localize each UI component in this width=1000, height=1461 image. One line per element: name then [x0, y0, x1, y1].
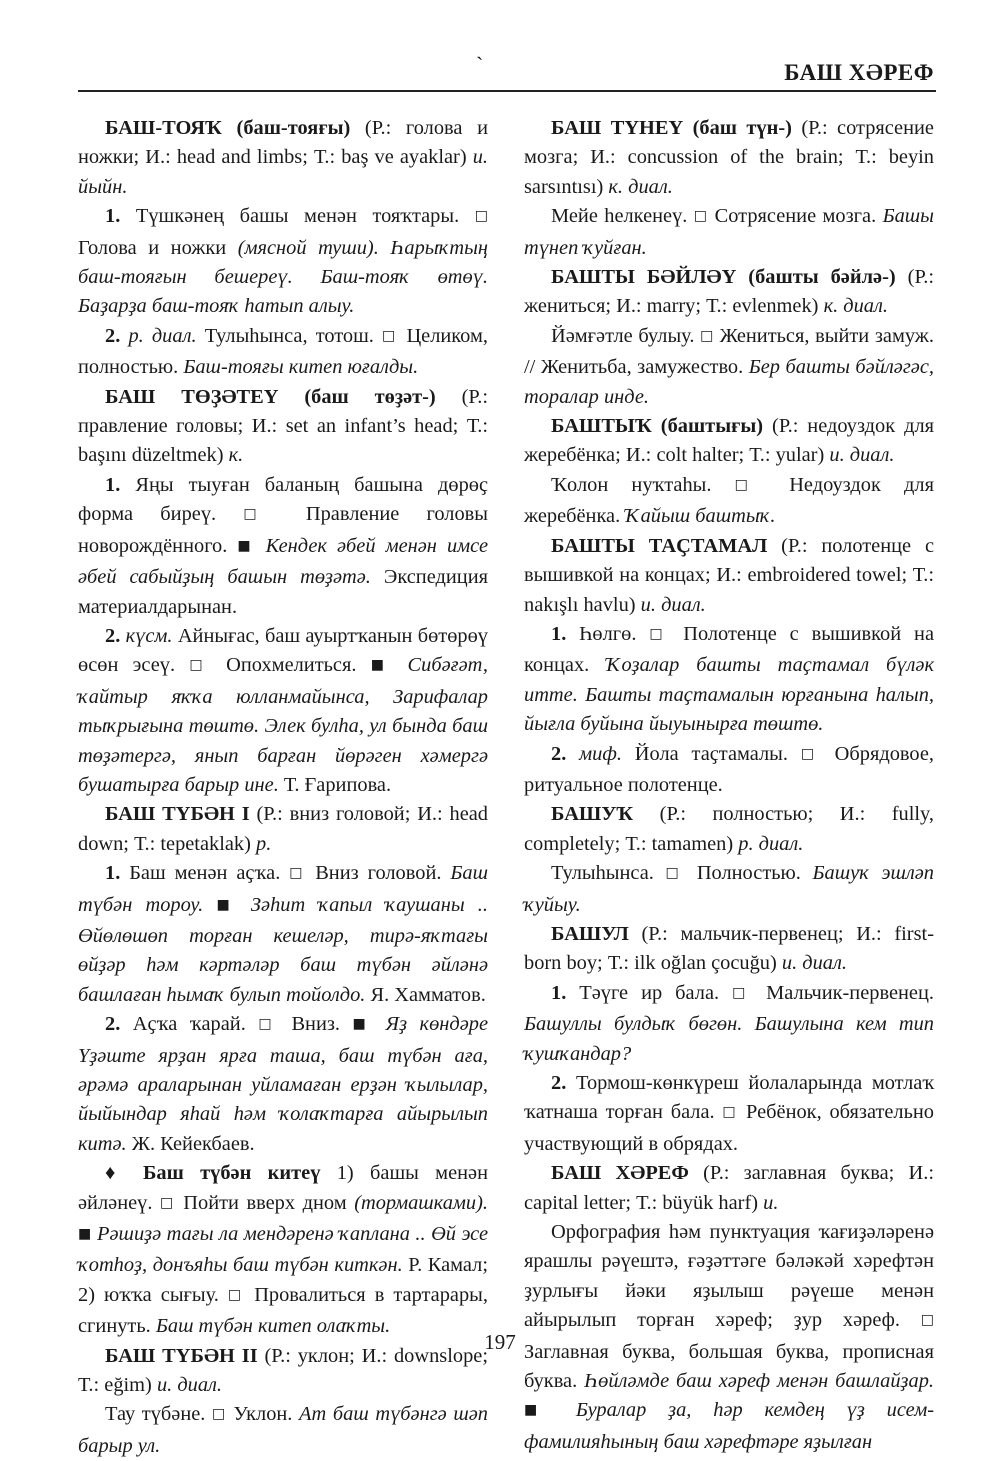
black-square-icon: ■ — [524, 1402, 554, 1419]
dictionary-paragraph — [524, 412, 934, 471]
black-square-icon: ■ — [216, 896, 238, 913]
headword: БАШ ТҮБӘН I — [105, 803, 250, 826]
entry-text: Яңы тыуған баланың башына дөрөҫ форма биреү. — [78, 473, 489, 526]
entry-text: Опохмелиться. — [211, 654, 371, 677]
entry-text: Орфография һәм пунктуация ҡағиҙәләренә ярашлы рәүештә, ғәҙәттәге бәләкәй хәрефтән ҙурлығы йәки яҙылыш рәүеше менән айырылып торған хәреф; ҙур хәреф. — [524, 1221, 934, 1332]
dictionary-paragraph — [78, 800, 488, 859]
entry-text: (Р.: мальчик-первенец; И.: first-born boy; Т.: ilk oğlan çocuğu) — [524, 922, 934, 975]
entry-text: Недоуздок для жеребёнка. — [524, 473, 934, 528]
entry-text: Обрядовое, ритуальное полотенце. — [524, 742, 934, 796]
entry-text: 1) башы менән әйләнеү. — [78, 1162, 488, 1214]
italic-text: Ҡоҙалар башты таҫтамал бүләк итте. Башты таҫтамалын юрғанына һалып, йығла буйына йыуынырға төштө. — [524, 654, 934, 736]
italic-text: и. — [763, 1191, 779, 1214]
white-square-icon: □ — [289, 865, 307, 882]
entry-text: Мейе һелкенеү. — [551, 205, 694, 228]
headword: БАШ ТҮБӘН II — [105, 1344, 258, 1367]
header-rule — [78, 90, 936, 92]
dictionary-paragraph — [524, 740, 934, 801]
italic-text: р. — [256, 832, 272, 855]
white-square-icon: □ — [258, 1016, 279, 1033]
headword: БАШТЫ ТАҪТАМАЛ — [551, 534, 768, 557]
entry-text: Аҫҡа ҡарай. — [132, 1013, 259, 1036]
italic-text: Буралар ҙа, һәр кемдең үҙ исем-фамилияһының баш хәрефтәре яҙылған — [524, 1399, 935, 1453]
headword: 1. — [105, 862, 130, 885]
italic-text: и. йыйн. — [78, 146, 488, 198]
entry-text: Тәүге ир бала. — [579, 981, 733, 1004]
dictionary-paragraph — [524, 471, 934, 532]
italic-text: Сибәғәт, ҡайтыр яҡҡа юлланмайынса, Зарифалар тыҡрығына төштө. Элек булһа, ул бында баш төҙәтергә, янып барған йөрәген хәмергә бушатырға барыр ине. — [78, 654, 488, 796]
white-square-icon: □ — [722, 1104, 739, 1121]
headword: БАШ ХӘРЕФ — [551, 1162, 689, 1185]
white-square-icon: □ — [243, 506, 279, 523]
dictionary-paragraph — [78, 471, 488, 622]
white-square-icon: □ — [800, 745, 822, 762]
italic-text: Баш түбән китеп олаҡты. — [155, 1315, 391, 1338]
italic-text: Бер башты бәйләгәс, торалар инде. — [524, 356, 934, 408]
entry-text: Мальчик-первенец. — [753, 981, 934, 1004]
white-square-icon: □ — [160, 1194, 176, 1211]
italic-text: Башы түнеп ҡуйған. — [524, 205, 934, 259]
white-square-icon: □ — [732, 984, 754, 1001]
entry-text: (Р.: уклон; И.: downslope; Т.: eğim) — [78, 1344, 488, 1397]
entry-text: (Р.: недоуздок для жеребёнка; И.: colt halter; Т.: yular) — [524, 415, 934, 467]
white-square-icon: □ — [382, 327, 399, 344]
entry-text: Йола таҫтамалы. — [621, 742, 801, 765]
italic-text: Зәһит ҡапыл ҡаушаны .. Өйөлөшөп торған кешеләр, тирә-яҡтағы өйҙәр һәм кәртәләр баш түбән әйләнә башлаған һымаҡ булып тойолдо. — [78, 893, 488, 1006]
dictionary-paragraph — [524, 322, 934, 412]
headword: 2. — [105, 1013, 133, 1036]
right-column — [524, 114, 934, 1457]
entry-text: Полностью. — [685, 862, 813, 885]
entry-text: Пойти вверх дном — [175, 1191, 355, 1214]
entry-text: Түшкәнең башы менән тояҡтары. — [135, 205, 475, 228]
italic-text: Һөйләмде баш хәреф менән башлайҙар. — [584, 1370, 935, 1393]
headword: 1. — [105, 473, 136, 496]
entry-text: Жениться, выйти замуж. // Женитьба, замужество. — [524, 324, 934, 379]
dictionary-paragraph — [524, 263, 934, 322]
entry-text: Айнығас, баш ауыртҡанын бөтөрөү өсөн эсеү. — [78, 624, 488, 677]
italic-text: и. диал. — [156, 1374, 223, 1397]
entry-text: (Р.: полотенце с вышивкой на концах; И.: embroidered towel; Т.: nakışlı havlu) — [524, 534, 935, 616]
white-square-icon: □ — [734, 476, 766, 493]
entry-text: Вниз. — [278, 1013, 353, 1036]
dictionary-paragraph — [524, 979, 934, 1069]
dictionary-paragraph — [524, 620, 934, 740]
headword: БАШТЫҠ (баштығы) — [551, 415, 764, 438]
entry-text: Ҡолон нуҡтаһы. — [551, 473, 735, 496]
entry-text: Уклон. — [226, 1403, 300, 1426]
dictionary-paragraph — [524, 114, 934, 202]
dictionary-paragraph — [524, 859, 934, 920]
entry-text: Һөлгө. — [579, 622, 650, 645]
black-square-icon: ■ — [370, 657, 394, 674]
white-square-icon: □ — [665, 865, 686, 882]
diamond-icon: ♦ — [105, 1162, 143, 1185]
entry-text: Я. Хамматов. — [365, 983, 486, 1006]
italic-text: Ҡайыш баштыҡ. — [625, 505, 776, 528]
italic-text: күсм. — [125, 624, 173, 647]
entry-text: Полотенце с вышивкой на концах. — [524, 622, 934, 677]
entry-text: (Р.: правление головы; И.: set an infant’s head; Т.: başını düzeltmek) — [78, 385, 488, 467]
entry-text: Экспедиция материалдарынан. — [78, 566, 488, 618]
dictionary-paragraph — [524, 1069, 934, 1159]
entry-text: Ребёнок, обязательно участвующий в обрядах. — [524, 1101, 935, 1155]
dictionary-paragraph — [78, 383, 488, 471]
italic-text: Рәшиҙә тағы ла мендәренә ҡаплана .. Өй эсе ҡотһоҙ, донъяһы баш түбән киткән. — [78, 1223, 488, 1277]
dictionary-paragraph — [78, 202, 488, 322]
dictionary-paragraph — [78, 1159, 488, 1341]
entry-text: Целиком, полностью. — [78, 324, 488, 379]
white-square-icon: □ — [474, 208, 488, 225]
headword: БАШТЫ БӘЙЛӘҮ (башты бәйлә-) — [551, 266, 896, 289]
dictionary-paragraph — [78, 114, 488, 202]
headword: 2. — [551, 742, 580, 765]
italic-text: к. диал. — [823, 295, 888, 318]
headword: 2. — [105, 624, 126, 647]
entry-text: Голова и ножки — [78, 236, 238, 259]
italic-text: к. диал. — [608, 175, 673, 198]
dictionary-paragraph — [78, 1010, 488, 1159]
entry-text: Заглавная буква, большая буква, прописная буква. — [524, 1340, 934, 1393]
black-square-icon: ■ — [78, 1226, 92, 1243]
dictionary-paragraph — [524, 920, 934, 979]
italic-text: миф. — [579, 742, 622, 765]
entry-text: Т. Ғарипова. — [278, 773, 392, 796]
entry-text: Тулыһынса, тотош. — [196, 324, 383, 347]
entry-text: (Р.: полностью; И.: fully, completely; Т.: tamamen) — [524, 803, 934, 855]
dictionary-paragraph — [524, 1159, 934, 1218]
italic-text: Башуҡ эшләп ҡуйыу. — [524, 862, 935, 916]
white-square-icon: □ — [649, 625, 671, 642]
entry-text: Правление головы новорождённого. — [78, 503, 488, 557]
italic-text: (тормашками). — [354, 1191, 489, 1214]
running-head: БАШ ХӘРЕФ — [784, 60, 934, 85]
headword: 2. — [551, 1072, 577, 1094]
headword: БАШ-ТОЯҠ (баш-тояғы) — [105, 117, 351, 139]
italic-text: Кендек әбей менән имсе әбей сабыйҙың башын төҙәтә. — [78, 534, 488, 589]
italic-text: Башуллы булдыҡ бөгөн. Башулына кем тип ҡушҡандар? — [524, 1013, 934, 1065]
entry-text: Тау түбәне. — [105, 1403, 213, 1426]
white-square-icon: □ — [920, 1312, 934, 1329]
headword: 1. — [105, 205, 136, 228]
italic-text: Баш түбән тороу. — [78, 862, 488, 916]
italic-text: Яҙ көндәре Үҙәште ярҙан ярға таша, баш түбән аға, әрәмә араларынан уйламаған ерҙән ҡылылар, йыйындар яһай һәм ҡолаҡтарға айырылып китә. — [78, 1013, 488, 1155]
headword: БАШ ТӨҘӘТЕҮ (баш төҙәт-) — [105, 385, 436, 408]
italic-text: (мясной туши). Һарыҡтың баш-тояғын бешереү. Баш-тояҡ өтөү. Баҙарҙа баш-тояҡ һатып алыу. — [78, 236, 488, 318]
dictionary-paragraph — [78, 622, 488, 800]
italic-text: р. диал. — [128, 324, 197, 347]
entry-text: Тулыһынса. — [551, 862, 666, 885]
dictionary-paragraph — [78, 1400, 488, 1461]
headword: 1. — [551, 622, 580, 645]
entry-text: Ж. Кейекбаев. — [126, 1132, 255, 1155]
page-number: 197 — [484, 1330, 516, 1354]
left-column — [78, 114, 488, 1461]
white-square-icon: □ — [693, 208, 709, 225]
headword: 2. — [105, 324, 129, 347]
headword: БАШ ТҮНЕҮ (баш түн-) — [551, 117, 792, 139]
dictionary-paragraph — [78, 859, 488, 1010]
headword: 1. — [551, 981, 580, 1004]
dictionary-paragraph — [524, 202, 934, 263]
white-square-icon: □ — [212, 1406, 227, 1423]
entry-text: (Р.: вниз головой; И.: head down; Т.: tepetaklak) — [78, 803, 488, 855]
entry-text: Р. Камал; 2) юҡҡа сығыу. — [78, 1254, 488, 1306]
black-square-icon: ■ — [352, 1016, 374, 1033]
dictionary-paragraph — [524, 800, 934, 859]
headword: Баш түбән китеү — [142, 1162, 321, 1185]
entry-text: Тормош-көнкүреш йолаларында мотлаҡ ҡатнаша торған бала. — [524, 1072, 935, 1124]
white-square-icon: □ — [700, 327, 714, 344]
entry-text: Йәмғәтле булыу. — [551, 324, 701, 347]
italic-text: Ат баш түбәнгә шәп барыр ул. — [78, 1403, 488, 1457]
dictionary-paragraph — [78, 322, 488, 383]
headword: БАШУҠ — [551, 803, 634, 826]
entry-text: Вниз головой. — [306, 862, 451, 885]
white-square-icon: □ — [189, 657, 212, 674]
italic-text: и. диал. — [829, 444, 895, 467]
entry-text: (Р.: жениться; И.: marry; Т.: evlenmek) — [524, 266, 934, 318]
entry-text: (Р.: заглавная буква; И.: capital letter; Т.: büyük harf) — [524, 1162, 934, 1214]
italic-text: Баш-тояғы китеп юғалды. — [183, 356, 419, 379]
header-mark: ` — [476, 52, 484, 77]
dictionary-paragraph — [524, 532, 934, 620]
white-square-icon: □ — [227, 1286, 246, 1303]
entry-text: Баш менән аҫҡа. — [129, 862, 290, 885]
entry-text: Сотрясение мозга. — [708, 205, 883, 228]
italic-text: и. диал. — [640, 593, 706, 616]
italic-text: р. диал. — [738, 832, 804, 855]
entry-text: (Р.: голова и ножки; И.: head and limbs; Т.: baş ve ayaklar) — [78, 117, 488, 169]
italic-text: к. — [228, 444, 244, 467]
black-square-icon: ■ — [237, 537, 256, 554]
headword: БАШУЛ — [551, 922, 629, 945]
entry-text: (Р.: сотрясение мозга; И.: concussion of the brain; Т.: beyin sarsıntısı) — [524, 117, 934, 198]
italic-text: и. диал. — [781, 952, 847, 975]
entry-text: Провалиться в тартарары, сгинуть. — [78, 1283, 488, 1338]
